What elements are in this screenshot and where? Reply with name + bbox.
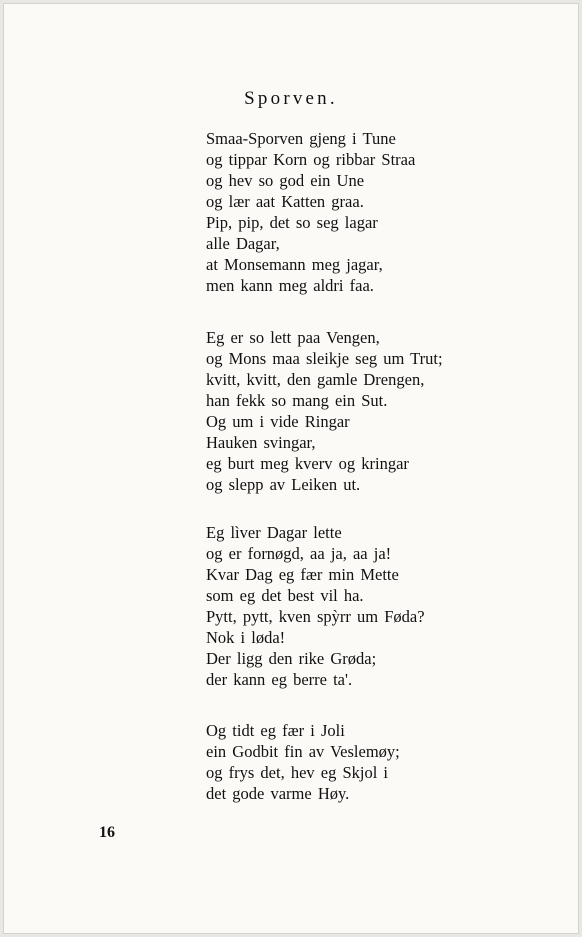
poem-line: men kann meg aldri faa. xyxy=(206,276,374,295)
poem-title: Sporven. xyxy=(244,88,338,109)
poem-line: og Mons maa sleikje seg um Trut; xyxy=(206,349,443,368)
stanza-2 xyxy=(206,327,443,495)
poem-line: Og um i vide Ringar xyxy=(206,412,350,431)
poem-line: eg burt meg kverv og kringar xyxy=(206,454,409,473)
poem-line: og tippar Korn og ribbar Straa xyxy=(206,150,416,169)
poem-line: og lær aat Katten graa. xyxy=(206,192,364,211)
poem-line: og hev so god ein Une xyxy=(206,171,365,190)
stanza-4 xyxy=(206,720,400,804)
poem-line: og slepp av Leiken ut. xyxy=(206,475,361,494)
poem-line: det gode varme Høy. xyxy=(206,784,350,803)
poem-line: Der ligg den rike Grøda; xyxy=(206,649,377,668)
poem-line: og frys det, hev eg Skjol i xyxy=(206,763,389,782)
poem-line: der kann eg berre ta'. xyxy=(206,670,353,689)
poem-line: at Monsemann meg jagar, xyxy=(206,255,383,274)
poem-line: Nok i løda! xyxy=(206,628,286,647)
poem-line: som eg det best vil ha. xyxy=(206,586,364,605)
poem-line: Eg er so lett paa Vengen, xyxy=(206,328,380,347)
poem-line: Hauken svingar, xyxy=(206,433,316,452)
poem-line: Pip, pip, det so seg lagar xyxy=(206,213,378,232)
poem-line: Eg lìver Dagar lette xyxy=(206,523,342,542)
poem-line: ein Godbit fin av Veslemøy; xyxy=(206,742,400,761)
poem-line: han fekk so mang ein Sut. xyxy=(206,391,388,410)
stanza-1 xyxy=(206,128,415,296)
stanza-3 xyxy=(206,522,425,690)
poem-line: Og tidt eg fær i Joli xyxy=(206,721,345,740)
poem-line: kvitt, kvitt, den gamle Drengen, xyxy=(206,370,425,389)
page-number: 16 xyxy=(99,824,115,841)
poem-line: Kvar Dag eg fær min Mette xyxy=(206,565,399,584)
poem-line: Smaa-Sporven gjeng i Tune xyxy=(206,129,396,148)
poem-line: alle Dagar, xyxy=(206,234,280,253)
poem-line: og er fornøgd, aa ja, aa ja! xyxy=(206,544,392,563)
poem-line: Pytt, pytt, kven spỳrr um Føda? xyxy=(206,607,425,626)
